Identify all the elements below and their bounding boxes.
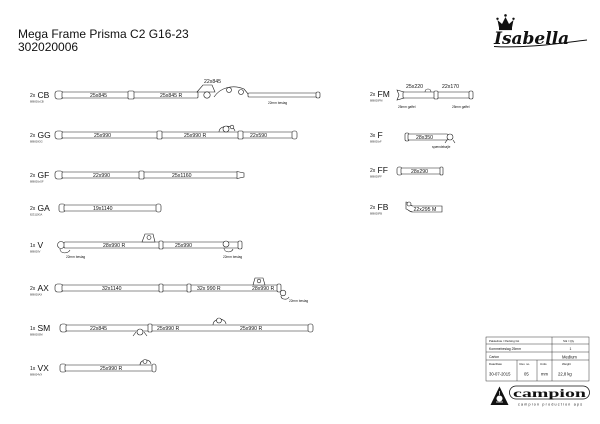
part-code: GF [37,170,50,180]
clamp-fitting [280,290,286,296]
tube-label: 25x990 [175,243,193,249]
clamp-fitting [58,242,65,249]
end-cap [308,324,313,332]
part-article-number: 886000xGF [30,180,44,184]
tube-label: 22x990 [93,173,111,179]
part-code: CB [37,90,50,100]
clamp-fitting [147,236,151,240]
part-qty: 3x [370,133,376,139]
fitting-note: 25mm gaffel [452,105,470,109]
fitting-note: 22mm beslag [268,101,288,105]
tube-collar [157,131,162,139]
clamp-fitting [217,318,222,323]
tube-label: 25x990 R [100,366,123,372]
part-article-number: 886000GG [30,140,43,144]
part-qty: 2x [30,286,36,292]
part-article-number: 886000V [30,250,41,254]
clamp-fitting [227,88,232,93]
end-cap [316,92,320,98]
meta-value-date: 30-07-2015 [489,371,511,377]
part-code: FM [377,89,390,99]
meta-value-units: mm [541,371,548,377]
part-qty: 2x [370,92,376,98]
fitting-note: 22mm beslag [289,299,309,303]
part-code: V [37,240,44,250]
part-qty: 2x [30,173,36,179]
clamp-fitting [239,90,244,95]
clamp-fitting [137,329,143,335]
part-article-number: 886000FF [370,175,382,179]
clamp-fitting [204,92,210,98]
tube-label: 22x590 [250,133,268,139]
part-code: GA [37,203,50,213]
part-code: VX [37,363,49,373]
tube-collar [159,284,163,292]
meta-header-rev: Rev. no. [519,362,531,366]
tube-label: 22x845 [90,326,108,332]
clamp-fitting [223,241,229,247]
tube-collar [187,284,191,292]
part-code: AX [37,283,49,293]
part-article-number: 886000xF [370,140,382,144]
meta-header-units: Units [540,362,547,366]
tube-segment [64,242,240,248]
tube-drawing-gf [55,171,244,179]
tube-label: 28x350 [416,135,434,141]
end-cap [152,364,156,372]
fitting-note: 22mm beslag [223,255,243,259]
end-cap [469,91,473,99]
part-article-number: 886000SM [30,333,43,337]
clamp-fitting [230,125,234,129]
end-cap [277,284,281,292]
clamp-fitting [223,126,229,132]
part-code: FF [377,165,388,175]
part-qty: 2x [30,93,36,99]
tube-label: 28x990 R [252,286,275,292]
tube-label: 22x295 M [413,207,437,213]
tube-collar [238,131,243,139]
drawing-number: 302020006 [18,40,79,54]
part-code: F [377,130,383,140]
tube-segment [62,172,238,178]
tube-collar [148,324,152,332]
tube-label: 22x845 [204,79,222,85]
end-cap [440,167,443,175]
meta-header-weight: Weight [562,362,571,366]
packing-item: Carton [489,355,500,359]
packing-qty-header: Stk / Qty [563,339,575,343]
clamp-fitting [447,134,453,140]
packing-item: Kommebeslag 25mm [489,347,522,351]
part-article-number: 886000AX [30,293,43,297]
tube-collar [128,91,134,99]
clamp-fitting [143,360,147,364]
tube-label: 22x170 [442,84,460,90]
meta-value-rev: 05 [524,371,529,377]
part-code: FB [377,202,389,212]
end-cap [238,241,242,249]
tube-label: 28x290 [411,169,429,175]
part-qty: 2x [370,168,376,174]
tube-label: 19x1140 [93,206,113,212]
part-article-number: 886000FM [370,99,383,103]
meta-header-date: Date/Dato [489,362,503,366]
tube-label: 25x845 [90,93,108,99]
tube-collar [139,171,144,179]
tube-label: 25x990 R [184,133,207,139]
drawing-title: Mega Frame Prisma C2 G16-23 [18,27,189,41]
tube-label: 32x1140 [102,286,122,292]
part-qty: 2x [30,206,36,212]
tube-label: 25x220 [406,84,424,90]
tube-label: 32x 990 R [197,286,221,292]
tube-label: 25x990 [94,133,112,139]
part-qty: 1x [30,326,36,332]
campion-wordmark: campion [513,386,587,400]
fitting-note: 25mm gaffel [398,105,416,109]
packing-list-header: Pakkeliste / Packing list [489,339,520,343]
tube-label: 25x845 R [160,93,183,99]
packing-qty: Medium [562,354,577,360]
part-article-number: 886000FB [370,212,382,216]
clamp-fitting [257,279,261,283]
tube-label: 25x990 R [240,326,263,332]
fitting-note: spændebøjle [432,145,451,149]
part-qty: 1x [30,243,36,249]
part-qty: 2x [30,133,36,139]
fitting-note: 22mm beslag [66,255,86,259]
clamp-fitting [407,202,411,206]
isabella-wordmark: Isabella [494,29,570,49]
part-article-number: 886000xCB [30,100,44,104]
part-article-number: 886004VX [30,373,43,377]
tube-label: 25x1160 [172,173,192,179]
tapered-end [237,172,244,179]
tube-label: 28x990 R [103,243,126,249]
campion-tagline: campion production aps [518,402,582,407]
end-cap [292,131,297,139]
tube-label: 25x990 R [157,326,180,332]
tube-collar [159,241,163,249]
meta-value-weight: 22,8 kg [558,371,572,377]
tube-collar [434,91,438,99]
part-code: GG [37,130,51,140]
part-article-number: 823110GA [30,213,43,217]
end-cap [156,204,161,212]
part-qty: 1x [30,366,36,372]
part-qty: 2x [370,205,376,211]
tube-segment [62,285,278,291]
part-code: SM [37,323,51,333]
packing-qty: 1 [569,347,572,351]
tube-segment [248,93,318,97]
